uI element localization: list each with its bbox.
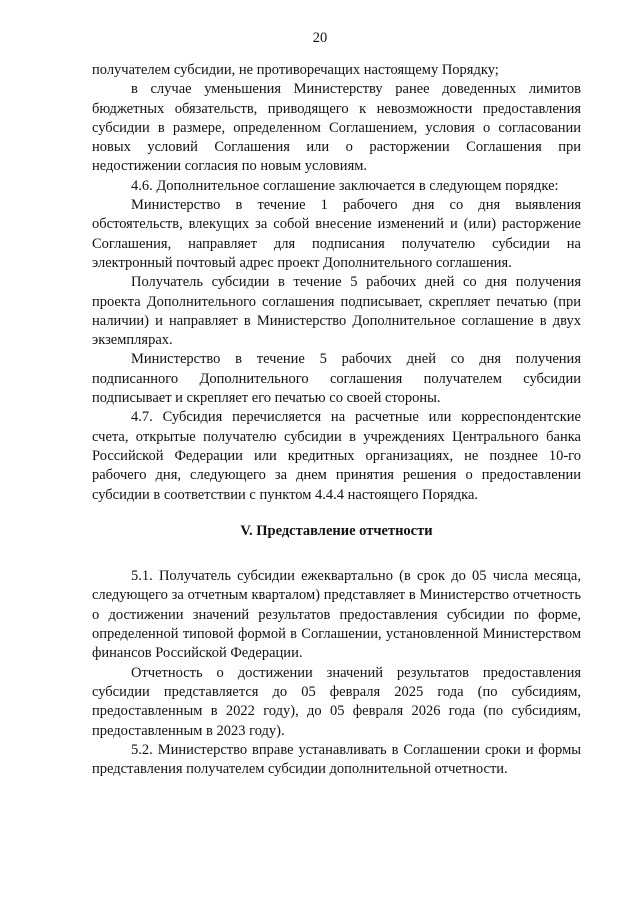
page-number: 20	[312, 30, 328, 46]
paragraph: Получатель субсидии в течение 5 рабочих дней со дня получения проекта Дополнительного соглашения подписывает, скрепляет печатью (при наличии) и направляет в Министерство Дополнительное соглашение в двух экземплярах.	[92, 274, 581, 349]
document-body	[92, 61, 581, 779]
paragraph: 5.2. Министерство вправе устанавливать в Соглашении сроки и формы представления получателем субсидии дополнительной отчетности.	[92, 741, 581, 778]
paragraph: Министерство в течение 5 рабочих дней со дня получения подписанного Дополнительного соглашения получателем субсидии подписывает и скрепляет его печатью со своей стороны.	[92, 351, 581, 407]
paragraph: Министерство в течение 1 рабочего дня со дня выявления обстоятельств, влекущих за собой внесение изменений и (или) расторжение Соглашения, направляет для подписания получателю субсидии на электронный почтовый адрес проект Дополнительного соглашения.	[92, 197, 581, 271]
paragraph: 5.1. Получатель субсидии ежеквартально (в срок до 05 числа месяца, следующего за отчетным кварталом) представляет в Министерство отчетность о достижении значений результатов предоставления субсидии по форме, определенной типовой формой в Соглашении, установленной Министерством финансов Российской Федерации.	[92, 568, 581, 662]
paragraph: Отчетность о достижении значений результатов предоставления субсидии представляется до 05 февраля 2025 года (по субсидиям, предоставленным в 2022 году), до 05 февраля 2026 года (по субсидиям, предоставленным в 2023 году).	[92, 664, 581, 739]
paragraph: 4.7. Субсидия перечисляется на расчетные или корреспондентские счета, открытые получателю субсидии в учреждениях Центрального банка Российской Федерации или кредитных организациях, не позднее 10-го рабочего дня, следующего за днем принятия решения о предоставлении субсидии в соответствии с пунктом 4.4.4 настоящего Порядка.	[92, 409, 581, 503]
paragraph: получателем субсидии, не противоречащих настоящему Порядку;	[92, 62, 499, 78]
paragraph: в случае уменьшения Министерству ранее доведенных лимитов бюджетных обязательств, приводящего к невозможности предоставления субсидии в размере, определенном Соглашением, условия о согласовании новых условий Соглашения или о расторжении Соглашения при недостижении согласия по новым условиям.	[92, 81, 581, 175]
section-heading: V. Представление отчетности	[240, 522, 433, 539]
paragraph: 4.6. Дополнительное соглашение заключается в следующем порядке:	[131, 177, 559, 194]
